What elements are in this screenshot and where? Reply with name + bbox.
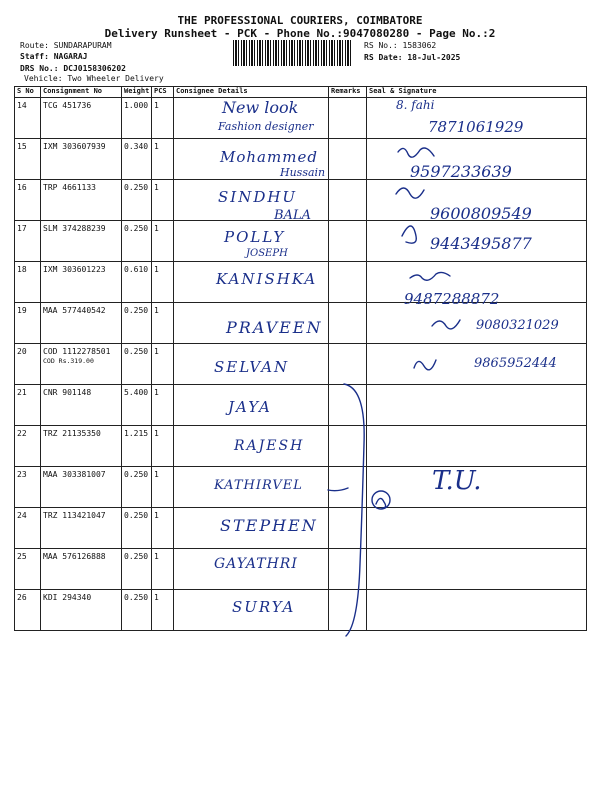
consignment-cell-text: TRZ 113421047	[43, 511, 106, 520]
signature-scribble	[402, 226, 416, 243]
company-title: THE PROFESSIONAL COURIERS, COIMBATORE	[177, 14, 423, 27]
consignee-handwriting: KANISHKA	[216, 270, 318, 288]
consignee-handwriting: Hussain	[280, 166, 326, 179]
signature-handwriting: 8. fahi	[396, 98, 435, 112]
consignee-handwriting: BALA	[274, 208, 311, 223]
consignee-handwriting: Mohammed	[220, 148, 318, 166]
col-header-consignee: Consignee Details	[174, 87, 329, 98]
signature-handwriting: 9865952444	[474, 356, 557, 371]
signature-handwriting: 9597233639	[410, 162, 512, 181]
consignment-cell-text: IXM 303601223	[43, 265, 106, 274]
weight-cell-text: 0.250	[124, 470, 149, 479]
consignee-handwriting: JOSEPH	[246, 248, 288, 259]
consignee-handwriting: New look	[222, 98, 299, 117]
rs-date: RS Date: 18-Jul-2025	[364, 53, 461, 62]
consignee-handwriting: JAYA	[228, 398, 272, 416]
signature-scribble	[396, 188, 424, 198]
pcs-cell-text: 1	[154, 142, 159, 151]
consignee-handwriting: KATHIRVEL	[214, 478, 303, 493]
weight-cell-text: 1.000	[124, 101, 149, 110]
weight-cell-text: 0.250	[124, 347, 149, 356]
weight-cell-text: 0.610	[124, 265, 149, 274]
consignee-handwriting: SELVAN	[214, 358, 290, 376]
pcs-cell-text: 1	[154, 306, 159, 315]
pcs-cell-text: 1	[154, 388, 159, 397]
sno-cell-text: 15	[17, 142, 27, 151]
weight-cell-text: 0.250	[124, 306, 149, 315]
sno-cell-text: 22	[17, 429, 27, 438]
route-text: Route: SUNDARAPURAM	[20, 41, 112, 50]
signature-handwriting: 9443495877	[430, 234, 532, 253]
consignment-cell-text: MAA 577440542	[43, 306, 106, 315]
signature-scribble	[376, 498, 386, 508]
weight-cell-text: 1.215	[124, 429, 149, 438]
sno-cell-text: 14	[17, 101, 27, 110]
col-header-consignment: Consignment No	[41, 87, 122, 98]
sno-cell-text: 26	[17, 593, 27, 602]
weight-cell-text: 5.400	[124, 388, 149, 397]
bracket-stroke	[344, 384, 364, 636]
col-header-pcs: PCS	[152, 87, 174, 98]
signature-scribble	[432, 320, 460, 329]
signature-scribble	[414, 360, 436, 370]
consignee-handwriting: Fashion designer	[218, 120, 314, 133]
sno-cell-text: 16	[17, 183, 27, 192]
consignee-handwriting: SINDHU	[218, 188, 298, 206]
col-header-weight: Weight	[122, 87, 152, 98]
consignment-cell-text: TCG 451736	[43, 101, 92, 110]
signature-circle	[372, 491, 390, 509]
sno-cell-text: 19	[17, 306, 27, 315]
signature-handwriting: T.U.	[432, 466, 482, 496]
cod-note: COD Rs.319.00	[43, 357, 94, 365]
runsheet-subtitle: Delivery Runsheet - PCK - Phone No.:9047080280 - Page No.:2	[104, 27, 496, 40]
pcs-cell-text: 1	[154, 265, 159, 274]
bracket-stroke	[328, 488, 348, 491]
consignment-cell-text: KDI 294340	[43, 593, 92, 602]
pcs-cell-text: 1	[154, 224, 159, 233]
sno-cell-text: 23	[17, 470, 27, 479]
sno-cell-text: 17	[17, 224, 27, 233]
consignee-handwriting: POLLY	[224, 228, 286, 246]
signature-handwriting: 7871061929	[428, 118, 524, 136]
consignment-cell-text: MAA 303381007	[43, 470, 106, 479]
consignment-cell-text: CNR 901148	[43, 388, 92, 397]
sno-cell-text: 20	[17, 347, 27, 356]
consignee-handwriting: RAJESH	[234, 438, 305, 454]
drs-value: DCJ0158306202	[63, 64, 126, 73]
sno-cell-text: 24	[17, 511, 27, 520]
signature-handwriting: 9487288872	[404, 290, 500, 308]
pcs-cell-text: 1	[154, 429, 159, 438]
vehicle-text: Vehicle: Two Wheeler Delivery	[24, 74, 164, 83]
pcs-cell-text: 1	[154, 552, 159, 561]
consignment-cell-text: SLM 374288239	[43, 224, 106, 233]
pcs-cell-text: 1	[154, 183, 159, 192]
drs-label: DRS No.:	[20, 64, 59, 73]
signature-handwriting: 9080321029	[476, 318, 559, 333]
rs-number: RS No.: 1583062	[364, 41, 437, 50]
col-header-sno: S No	[15, 87, 41, 98]
sno-cell-text: 25	[17, 552, 27, 561]
consignment-cell-text: TRP 4661133	[43, 183, 96, 192]
consignee-handwriting: SURYA	[232, 598, 296, 616]
consignee-handwriting: PRAVEEN	[226, 318, 323, 337]
col-header-remarks: Remarks	[329, 87, 367, 98]
staff-value: NAGARAJ	[53, 52, 88, 61]
weight-cell-text: 0.250	[124, 224, 149, 233]
sno-cell-text: 18	[17, 265, 27, 274]
weight-cell-text: 0.250	[124, 511, 149, 520]
consignee-handwriting: STEPHEN	[220, 516, 318, 535]
pcs-cell-text: 1	[154, 470, 159, 479]
pcs-cell-text: 1	[154, 593, 159, 602]
signature-handwriting: 9600809549	[430, 204, 532, 223]
consignment-cell-text: TRZ 21135350	[43, 429, 101, 438]
weight-cell-text: 0.250	[124, 183, 149, 192]
consignee-handwriting: GAYATHRI	[214, 556, 298, 572]
pcs-cell-text: 1	[154, 101, 159, 110]
signature-scribble	[410, 272, 450, 280]
weight-cell-text: 0.250	[124, 593, 149, 602]
staff-label: Staff:	[20, 52, 49, 61]
consignment-cell-text: IXM 303607939	[43, 142, 106, 151]
pcs-cell-text: 1	[154, 511, 159, 520]
signature-scribble	[398, 148, 434, 157]
consignment-cell-text: COD 1112278501	[43, 347, 111, 356]
consignment-cell-text: MAA 576126888	[43, 552, 106, 561]
sno-cell-text: 21	[17, 388, 27, 397]
pcs-cell-text: 1	[154, 347, 159, 356]
weight-cell-text: 0.340	[124, 142, 149, 151]
col-header-signature: Seal & Signature	[367, 87, 587, 98]
weight-cell-text: 0.250	[124, 552, 149, 561]
